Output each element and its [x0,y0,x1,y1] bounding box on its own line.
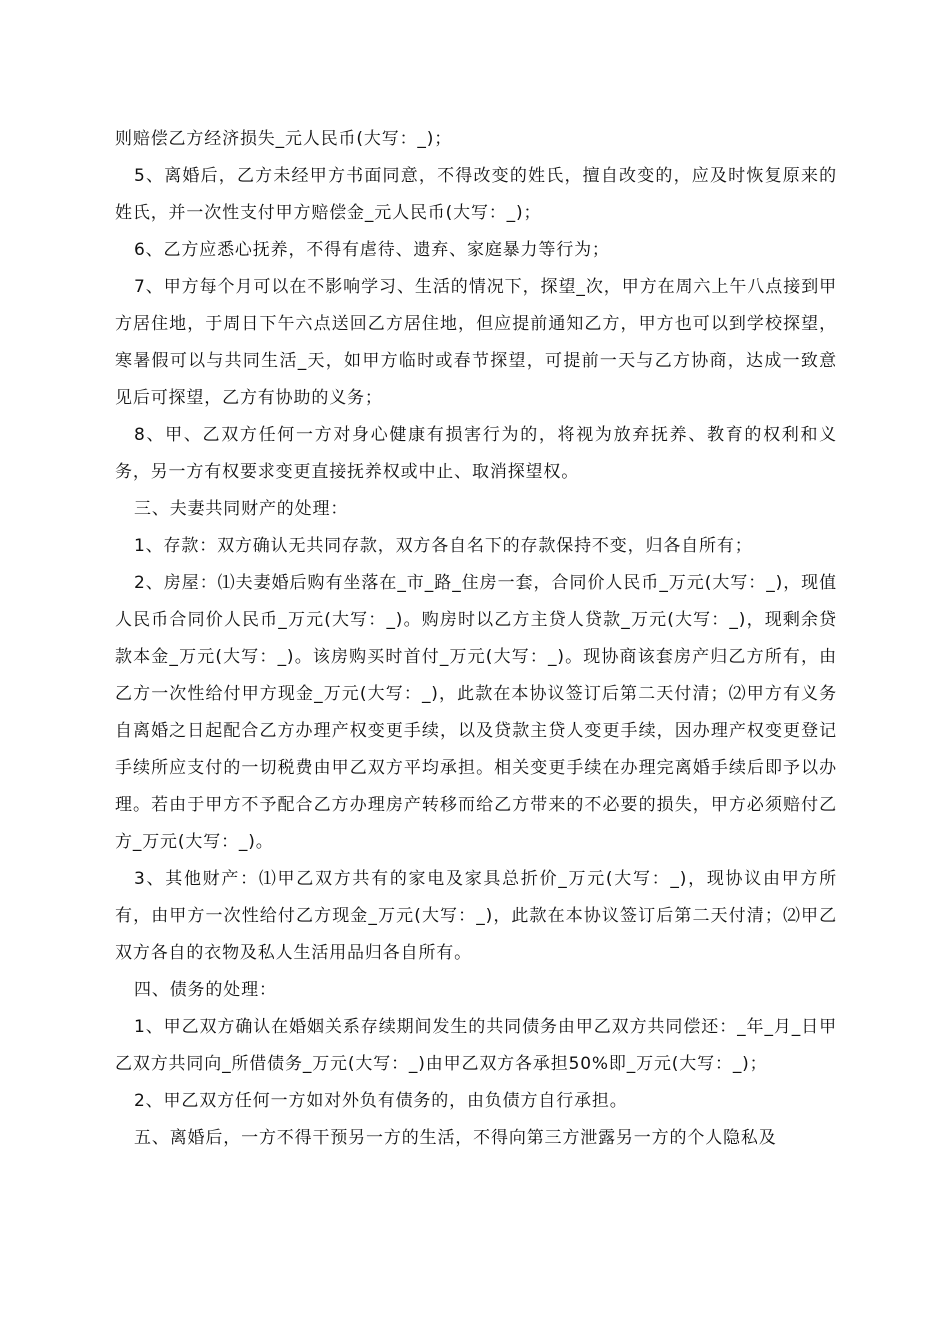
paragraph-deposits: 1、存款：双方确认无共同存款，双方各自名下的存款保持不变，归各自所有； [134,536,753,556]
paragraph-upbringing-clause: 6、乙方应悉心抚养，不得有虐待、遗弃、家庭暴力等行为； [134,240,610,260]
paragraph-housing: 2、房屋：⑴夫妻婚后购有坐落在_市_路_住房一套，合同价人民币_万元(大写：_)，现值人民币合同价人民币_万元(大写：_)。购房时以乙方主贷人贷款_万元(大写：_)，现剩余贷款本金_万元(大写：_)。该房购买时首付_万元(大写：_)。现协商该套房产归乙方所有，由乙方一次性给付甲方现金_万元(大写：_)，此款在本协议签订后第二天付清；⑵甲方有义务自离婚之日起配合乙方办理产权变更手续，以及贷款主贷人变更手续，因办理产权变更登记手续所应支付的一切税费由甲乙双方平均承担。相关变更手续在办理完离婚手续后即予以办理。若由于甲方不予配合乙方办理房产转移而给乙方带来的不必要的损失，甲方必须赔付乙方_万元(大写：_)。 [115,573,837,852]
paragraph-joint-debts: 1、甲乙双方确认在婚姻关系存续期间发生的共同债务由甲乙双方共同偿还：_年_月_日甲乙双方共同向_所借债务_万元(大写：_)由甲乙双方各承担50%即_万元(大写：_)； [115,1017,837,1074]
section-heading-joint-property: 三、夫妻共同财产的处理： [134,499,349,519]
section-heading-debts: 四、债务的处理： [134,980,277,1000]
paragraph-surname-clause: 5、离婚后，乙方未经甲方书面同意，不得改变的姓氏，擅自改变的，应及时恢复原来的姓氏，并一次性支付甲方赔偿金_元人民币(大写：_)； [115,166,837,223]
section-heading-non-interference: 五、离婚后，一方不得干预另一方的生活，不得向第三方泄露另一方的个人隐私及 [134,1128,777,1148]
paragraph-custody-change-clause: 8、甲、乙双方任何一方对身心健康有损害行为的，将视为放弃抚养、教育的权利和义务，另一方有权要求变更直接抚养权或中止、取消探望权。 [115,425,837,482]
paragraph-other-property: 3、其他财产：⑴甲乙双方共有的家电及家具总折价_万元(大写：_)，现协议由甲方所有，由甲方一次性给付乙方现金_万元(大写：_)，此款在本协议签订后第二天付清；⑵甲乙双方各自的衣物及私人生活用品归各自所有。 [115,869,837,963]
paragraph-visitation-clause: 7、甲方每个月可以在不影响学习、生活的情况下，探望_次，甲方在周六上午八点接到甲方居住地，于周日下午六点送回乙方居住地，但应提前通知乙方，甲方也可以到学校探望，寒暑假可以与共同生活_天，如甲方临时或春节探望，可提前一天与乙方协商，达成一致意见后可探望，乙方有协助的义务； [115,277,837,408]
paragraph-compensation-continuation: 则赔偿乙方经济损失_元人民币(大写：_)； [115,129,453,149]
paragraph-individual-debts: 2、甲乙双方任何一方如对外负有债务的，由负债方自行承担。 [134,1091,628,1111]
document-body [115,121,837,1157]
